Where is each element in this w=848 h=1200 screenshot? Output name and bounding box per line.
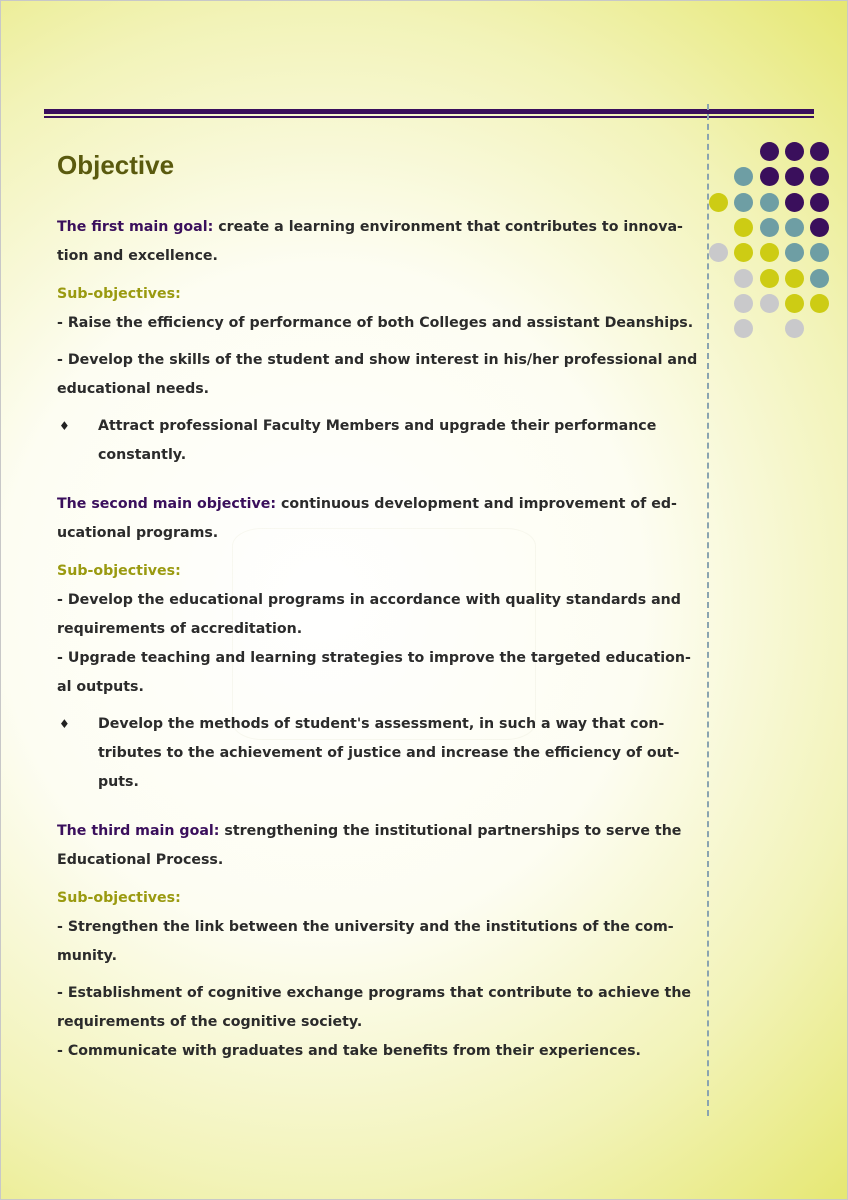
header-rule xyxy=(44,109,814,114)
goal-3-item-1: - Strengthen the link between the university and the institutions of the com- munity. xyxy=(57,919,674,964)
goal-1-item-2: - Develop the skills of the student and show interest in his/her professional and educational needs. xyxy=(57,352,698,397)
dot-grey xyxy=(734,269,753,288)
dot-teal xyxy=(760,218,779,237)
goal-2-statement xyxy=(57,490,707,548)
dot-lime xyxy=(734,218,753,237)
goal-2-item-1: - Develop the educational programs in accordance with quality standards and requirements of accreditation. xyxy=(57,592,681,637)
goal-1-bullet-text: Attract professional Faculty Members and upgrade their performance constantly. xyxy=(98,418,657,463)
goal-2-bullet-text: Develop the methods of student's assessment, in such a way that con- tributes to the achievement of justice and increase the efficiency of out- puts. xyxy=(98,716,680,790)
dot-teal xyxy=(734,193,753,212)
dot-grey xyxy=(709,243,728,262)
objectives-content xyxy=(57,213,707,1066)
page-title: Objective xyxy=(57,150,175,180)
header-rule-thin xyxy=(44,116,814,118)
dot-grey xyxy=(734,319,753,338)
dot-purple xyxy=(785,142,804,161)
goal-2-item-2: - Upgrade teaching and learning strategies to improve the targeted education- al outputs. xyxy=(57,650,691,695)
goal-2-sub-heading: Sub-objectives: xyxy=(57,563,181,579)
goal-3-label: The third main goal: xyxy=(57,823,220,839)
dot-grey xyxy=(785,319,804,338)
goal-3-item-3: - Communicate with graduates and take benefits from their experiences. xyxy=(57,1043,641,1059)
dot-teal xyxy=(734,167,753,186)
diamond-bullet-icon: ♦ xyxy=(59,419,70,433)
goal-3-statement xyxy=(57,817,707,875)
goal-1-bullet xyxy=(57,412,707,470)
dot-lime xyxy=(785,294,804,313)
dot-purple xyxy=(810,142,829,161)
dot-teal xyxy=(785,243,804,262)
dot-purple xyxy=(810,167,829,186)
dot-purple xyxy=(760,142,779,161)
dot-purple xyxy=(810,193,829,212)
dot-grey xyxy=(734,294,753,313)
goal-2-text: continuous development and improvement of ed- ucational programs. xyxy=(57,496,677,541)
goal-1-sub-heading: Sub-objectives: xyxy=(57,286,181,302)
dot-lime xyxy=(709,193,728,212)
goal-1-item-1: - Raise the efficiency of performance of both Colleges and assistant Deanships. xyxy=(57,315,694,331)
goal-1-text: create a learning environment that contributes to innova- tion and excellence. xyxy=(57,219,683,264)
goal-1-label: The first main goal: xyxy=(57,219,214,235)
dot-teal xyxy=(785,218,804,237)
dot-teal xyxy=(810,243,829,262)
dot-lime xyxy=(760,269,779,288)
diamond-bullet-icon: ♦ xyxy=(59,717,70,731)
dot-grey xyxy=(760,294,779,313)
goal-3-text: strengthening the institutional partnerships to serve the Educational Process. xyxy=(57,823,682,868)
goal-1-statement xyxy=(57,213,707,271)
dot-lime xyxy=(734,243,753,262)
dot-purple xyxy=(785,193,804,212)
dot-lime xyxy=(785,269,804,288)
dot-purple xyxy=(785,167,804,186)
dot-teal xyxy=(760,193,779,212)
goal-2-label: The second main objective: xyxy=(57,496,277,512)
goal-3-item-2: - Establishment of cognitive exchange programs that contribute to achieve the requirements of the cognitive society. xyxy=(57,985,692,1030)
dot-lime xyxy=(760,243,779,262)
dot-purple xyxy=(760,167,779,186)
goal-3-sub-heading: Sub-objectives: xyxy=(57,890,181,906)
dot-purple xyxy=(810,218,829,237)
goal-2-bullet xyxy=(57,710,707,797)
dot-lime xyxy=(810,294,829,313)
dot-teal xyxy=(810,269,829,288)
